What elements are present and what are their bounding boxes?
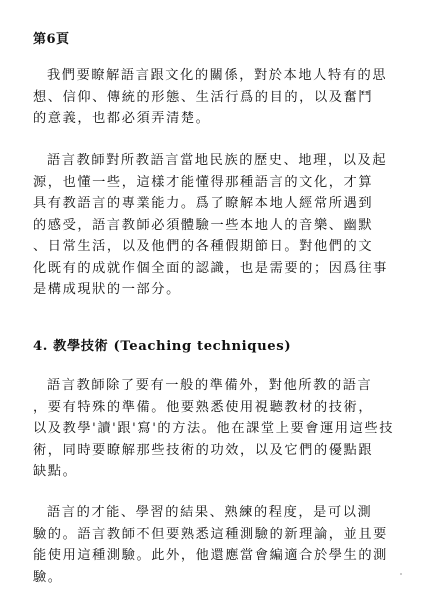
paragraph-line: 術，同時要瞭解那些技術的功效，以及它們的優點跟: [33, 442, 374, 458]
paragraph-line: 語言教師對所教語言當地民族的歷史、地理，以及起: [47, 153, 388, 168]
paragraph-line: 是構成現狀的一部分。: [33, 282, 181, 297]
paragraph-line: 以及教學'讀'跟'寫'的方法。他在課堂上要會運用這些技: [33, 421, 395, 436]
paragraph-language-culture: [33, 65, 393, 130]
paragraph-line: 想、信仰、傳統的形態、生活行爲的目的，以及奮鬥: [33, 89, 374, 105]
paragraph-line: 、日常生活，以及他們的各種假期節日。對他們的文: [33, 239, 374, 254]
paragraph-line: ，要有特殊的準備。他要熟悉使用視聽教材的技術，: [33, 399, 374, 415]
page-number: 第6頁: [33, 32, 70, 47]
paragraph-line: 的意義，也都必須弄清楚。: [33, 111, 211, 126]
paragraph-line: 驗。: [33, 569, 63, 585]
paragraph-line: 我們要瞭解語言跟文化的關係，對於本地人特有的思: [47, 68, 388, 83]
paragraph-testing: [33, 502, 393, 588]
paragraph-line: 能使用這種測驗。此外，他還應當會編適合於學生的測: [33, 548, 388, 563]
paragraph-line: 源，也懂一些，這樣才能懂得那種語言的文化，才算: [33, 174, 374, 190]
paragraph-line: 語言教師除了要有一般的準備外，對他所教的語言: [47, 378, 373, 393]
paragraph-line: 的感受，語言教師必須體驗一些本地人的音樂、幽默: [33, 217, 374, 233]
paragraph-line: 具有教語言的專業能力。爲了瞭解本地人經常所遇到: [33, 196, 374, 211]
paragraph-line: 驗的。語言教師不但要熟悉這種測驗的新理論，並且要: [33, 526, 388, 542]
section-heading: 4. 教學技術 (Teaching techniques): [33, 339, 292, 354]
paragraph-history-geography: [33, 150, 393, 301]
paragraph-preparation: [33, 375, 393, 483]
scan-speck: [400, 573, 402, 575]
paragraph-line: 化既有的成就作個全面的認識，也是需要的；因爲往事: [33, 260, 388, 276]
paragraph-line: 缺點。: [33, 464, 78, 479]
paragraph-line: 語言的才能、學習的結果、熟練的程度，是可以測: [47, 505, 373, 520]
